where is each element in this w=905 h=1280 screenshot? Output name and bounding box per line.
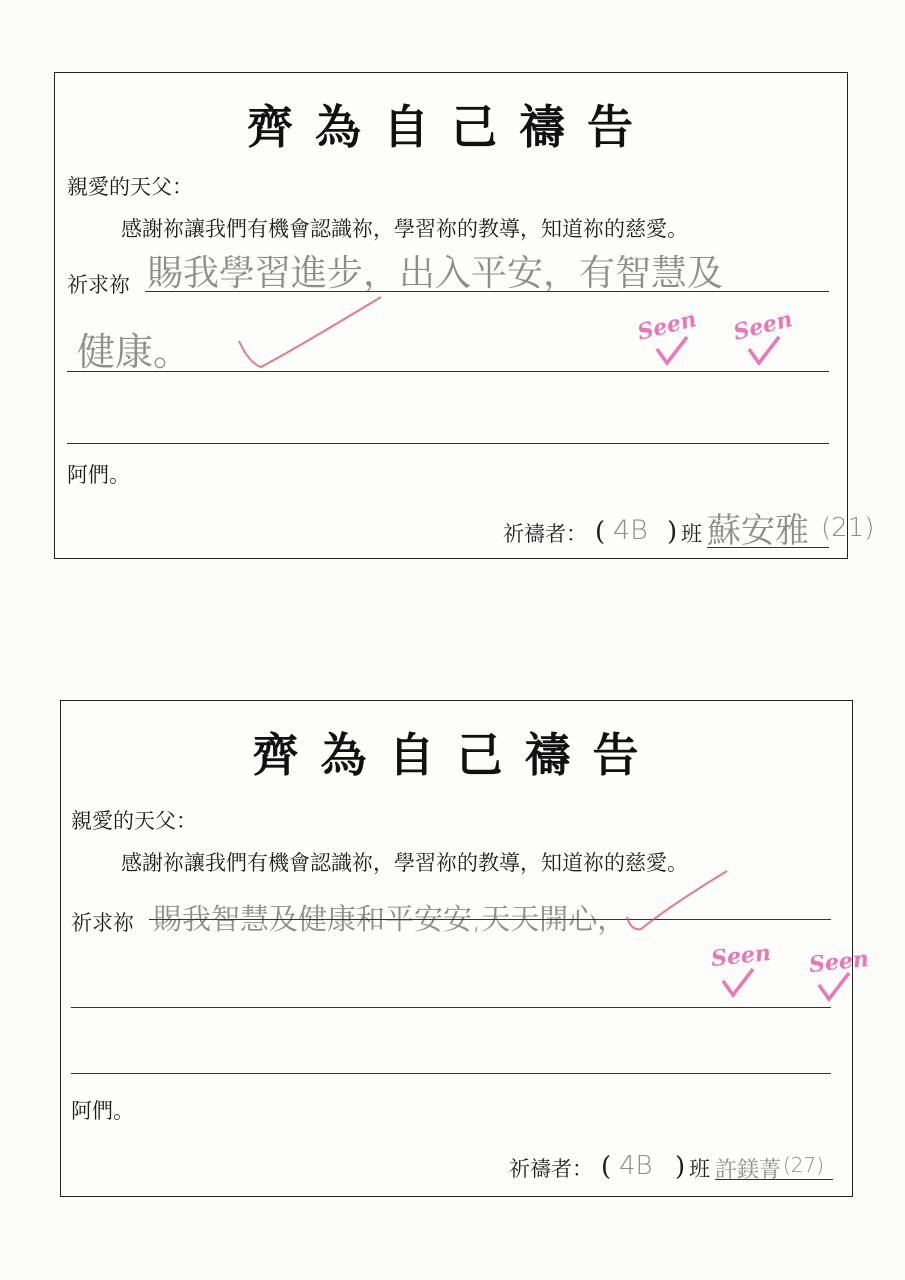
request-label: 祈求祢	[71, 911, 134, 935]
request-handwriting-line1: 賜我智慧及健康和平安安,天天開心，	[153, 902, 627, 936]
seen-stamp: Seen	[709, 939, 773, 973]
signer-label: 祈禱者：	[503, 522, 587, 546]
salutation: 親愛的天父：	[67, 175, 193, 199]
card-title: 齊為自己禱告	[252, 728, 661, 782]
request-rule-1	[145, 291, 829, 292]
signer-name: 許鎂菁	[715, 1158, 782, 1183]
class-close-paren: )	[675, 1152, 686, 1182]
request-rule-2	[67, 371, 829, 372]
thanks-line: 感謝祢讓我們有機會認識祢，學習祢的教導，知道祢的慈愛。	[121, 851, 688, 875]
signer-label: 祈禱者：	[509, 1157, 593, 1181]
seen-stamp: Seen	[730, 306, 796, 346]
amen: 阿們。	[67, 463, 130, 487]
class-open-paren: (	[601, 1152, 612, 1182]
request-handwriting-line2: 健康。	[77, 330, 192, 374]
signer-rule	[707, 547, 829, 548]
stamp-check-icon	[655, 335, 689, 369]
request-rule-3	[67, 443, 829, 444]
prayer-card-2	[60, 700, 871, 1197]
prayer-card-1	[54, 72, 875, 559]
request-label: 祈求祢	[67, 273, 130, 297]
request-rule-2	[71, 1007, 831, 1008]
thanks-line: 感謝祢讓我們有機會認識祢，學習祢的教導，知道祢的慈愛。	[121, 217, 688, 241]
class-open-paren: (	[595, 517, 606, 547]
card-title: 齊為自己禱告	[247, 100, 655, 154]
class-suffix: 班	[689, 1157, 710, 1181]
request-handwriting-line1: 賜我學習進步，出入平安，有智慧及	[147, 253, 724, 294]
salutation: 親愛的天父：	[71, 809, 197, 833]
request-rule-3	[71, 1073, 831, 1074]
class-close-paren: )	[667, 517, 678, 547]
seen-stamp: Seen	[807, 945, 871, 979]
signer-name: 蘇安雅	[707, 511, 809, 551]
signer-rule	[715, 1179, 833, 1180]
signer-number: (27)	[783, 1153, 825, 1177]
signer-number: (21)	[821, 513, 875, 543]
class-value: 4B	[619, 1151, 653, 1181]
class-value: 4B	[613, 515, 648, 546]
class-suffix: 班	[681, 522, 702, 546]
stamp-check-icon	[747, 335, 781, 369]
teacher-tick-mark	[235, 293, 385, 373]
teacher-tick-mark	[621, 867, 731, 937]
stamp-check-icon	[817, 971, 851, 1005]
amen: 阿們。	[71, 1099, 134, 1123]
stamp-check-icon	[721, 967, 755, 1001]
seen-stamp: Seen	[634, 306, 700, 346]
